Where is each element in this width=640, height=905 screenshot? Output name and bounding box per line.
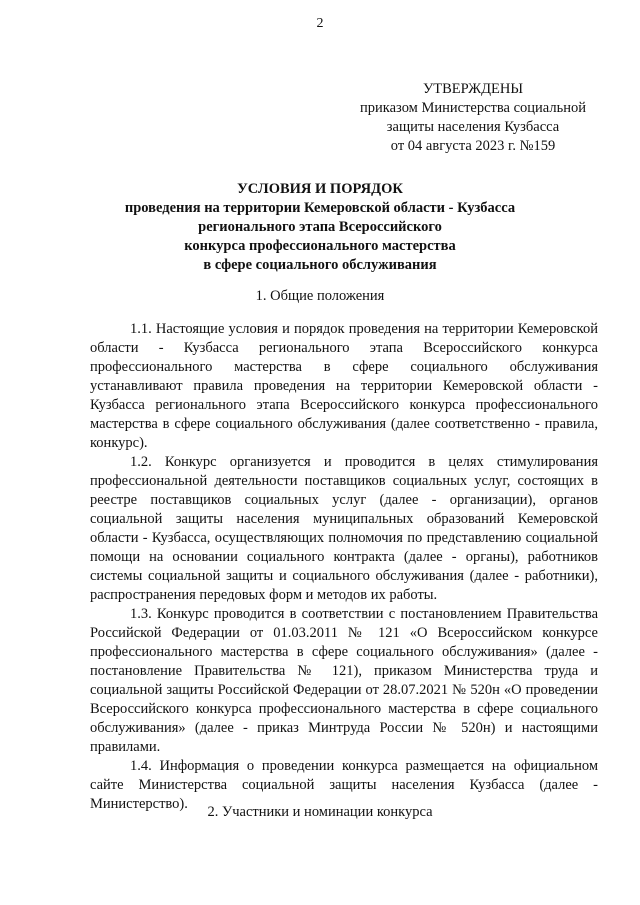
approval-line: от 04 августа 2023 г. №159 <box>390 138 556 154</box>
approval-line: УТВЕРЖДЕНЫ <box>422 81 524 97</box>
section-body-general <box>90 320 598 814</box>
title-line: регионального этапа Всероссийского <box>198 219 442 235</box>
paragraph-1-2: 1.2. Конкурс организуется и проводится в целях стимулирования профессиональной деятельности поставщиков социальных услуг, состоящих в реестре поставщиков социальных услуг (далее - организации), органов социальной защиты населения муниципальных образований Кемеровской области - Кузбасса, осуществляющих полномочия по представлению социальной помощи на основании социального контракта (далее - органы), работников системы социальной защиты и социального обслуживания (далее - работники), распространения передовых форм и методов их работы. <box>90 454 598 603</box>
paragraph-1-1: 1.1. Настоящие условия и порядок проведения на территории Кемеровской области - Кузбасса регионального этапа Всероссийского конкурса профессионального мастерства в сфере социального обслуживания устанавливают правила проведения на территории Кемеровской области - Кузбасса регионального этапа Всероссийского конкурса профессионального мастерства в сфере социального обслуживания (далее соответственно - правила, конкурс). <box>90 321 598 451</box>
section-heading-general: 1. Общие положения <box>255 288 385 304</box>
title-line: проведения на территории Кемеровской области - Кузбасса <box>124 200 516 216</box>
approval-stamp <box>348 80 598 156</box>
section-heading-participants: 2. Участники и номинации конкурса <box>207 804 433 820</box>
page-number: 2 <box>316 16 324 31</box>
document-title <box>60 180 580 275</box>
paragraph-1-4: 1.4. Информация о проведении конкурса размещается на официальном сайте Министерства социальной защиты населения Кузбасса (далее - Министерство). <box>90 758 598 812</box>
title-line: в сфере социального обслуживания <box>203 257 437 273</box>
paragraph-1-3: 1.3. Конкурс проводится в соответствии с постановлением Правительства Российской Федерации от 01.03.2011 № 121 «О Всероссийском конкурсе профессионального мастерства в сфере социального обслуживания» (далее - постановление Правительства № 121), приказом Министерства труда и социальной защиты Российской Федерации от 28.07.2021 № 520н «О проведении Всероссийского конкурса профессионального мастерства в сфере социального обслуживания» (далее - приказ Минтруда России № 520н) и настоящими правилами. <box>90 606 598 755</box>
title-line: конкурса профессионального мастерства <box>184 238 456 254</box>
approval-line: приказом Министерства социальной <box>360 100 586 116</box>
title-line: УСЛОВИЯ И ПОРЯДОК <box>237 181 403 197</box>
approval-line: защиты населения Кузбасса <box>386 119 560 135</box>
